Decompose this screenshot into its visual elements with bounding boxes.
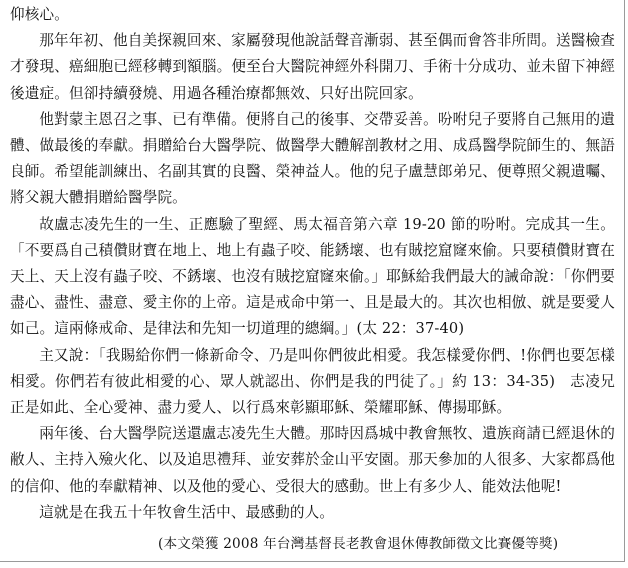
page-border-bottom	[0, 561, 625, 562]
article-body	[10, 2, 615, 526]
paragraph-scripture-matthew: 故盧志凌先生的一生、正應驗了聖經、馬太福音第六章 19-20 節的吩咐。完成其一生。「不要爲自己積儹財寶在地上、地上有蟲子咬、能銹壞、也有賊挖窟窿來偷。只要積儹財寶在天上、天上沒有蟲子咬、不銹壞、也沒有賊挖窟窿來偷。」耶穌給我們最大的誡命說：「你們要盡心、盡性、盡意、愛主你的上帝。這是戒命中第一、且是最大的。其次也相倣、就是要愛人如己。這兩條戒命、是律法和先知一切道理的總綱。」(太 22：37-40)	[10, 215, 615, 338]
paragraph-illness: 那年年初、他自美探親回來、家屬發現他說話聲音漸弱、甚至偶而會答非所問。送醫檢查才發現、癌細胞已經移轉到額腦。便至台大醫院神經外科開刀、手術十分成功、並未留下神經後遺症。但卻持續發燒、用過各種治療都無效、只好出院回家。	[10, 32, 615, 102]
paragraph-funeral: 兩年後、台大醫學院送還盧志凌先生大體。那時因爲城中教會無牧、遺族商請已經退休的敝人、主持入殮火化、以及追思禮拜、並安葬於金山平安園。那天參加的人很多、大家都爲他的信仰、他的奉獻精神、以及他的愛心、受很大的感動。世上有多少人、能效法他呢!	[10, 425, 615, 495]
page-border-right	[624, 0, 625, 562]
paragraph-closing: 這就是在我五十年牧會生活中、最感動的人。	[39, 503, 335, 521]
paragraph-continuation: 仰核心。	[10, 6, 69, 23]
paragraph-scripture-john: 主又說：「我賜給你們一條新命令、乃是叫你們彼此相愛。我怎樣愛你們、!你們也要怎樣相愛。你們若有彼此相愛的心、眾人就認出、你們是我的門徒了。」約 13：34-35) 志凌兄正是如此、全心愛神、盡力愛人、以行爲來彰顯耶穌、榮耀耶穌、傳揚耶穌。	[10, 346, 615, 417]
paragraph-body-donation: 他對蒙主恩召之事、已有準備。便將自己的後事、交帶妥善。吩咐兒子要將自己無用的遺體、做最後的奉獻。捐贈給台大醫學院、做醫學大體解剖教材之用、成爲醫學院師生的、無語良師。希望能訓練出、名副其實的良醫、榮神益人。他的兒子盧慧郎弟兄、便尊照父親遺囑、將父親大體捐贈給醫學院。	[10, 110, 615, 207]
award-footnote: (本文榮獲 2008 年台灣基督長老教會退休傳教師徵文比賽優等獎)	[158, 536, 559, 552]
